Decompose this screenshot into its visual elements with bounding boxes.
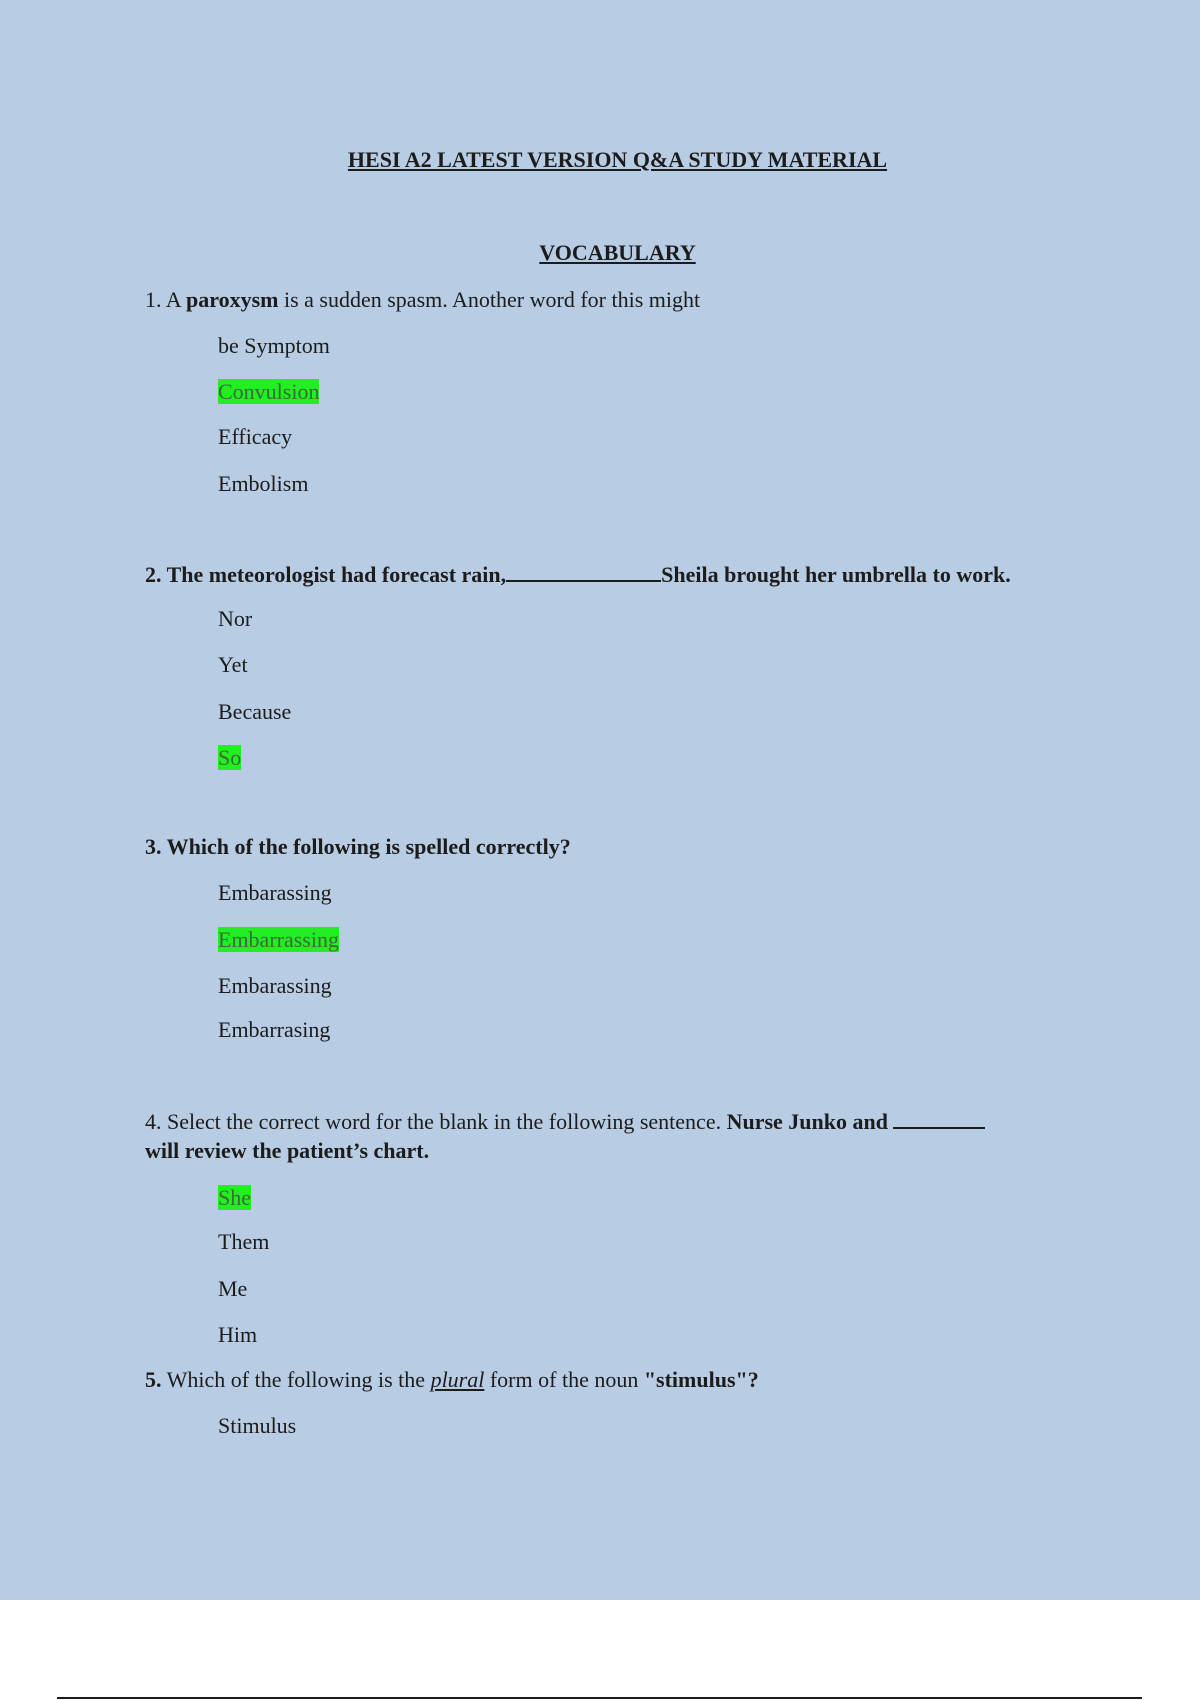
question-text-mid: form of the noun bbox=[484, 1367, 644, 1392]
question-2 bbox=[145, 560, 1011, 589]
answer-option[interactable]: Stimulus bbox=[218, 1413, 297, 1438]
answer-blank bbox=[893, 1107, 985, 1129]
section-heading: VOCABULARY bbox=[539, 240, 696, 265]
question-4-line-2: will review the patient’s chart. bbox=[145, 1138, 430, 1163]
answer-option[interactable]: Embarassing bbox=[218, 880, 332, 905]
answer-option-correct[interactable] bbox=[218, 378, 319, 406]
question-1 bbox=[145, 286, 700, 314]
question-text-post: Sheila brought her umbrella to work. bbox=[661, 562, 1011, 587]
correct-answer-highlight: So bbox=[218, 745, 242, 770]
question-text-pre: A bbox=[165, 287, 186, 312]
answer-option-correct[interactable] bbox=[218, 926, 339, 954]
answer-blank bbox=[506, 560, 661, 582]
answer-option[interactable]: be Symptom bbox=[218, 333, 330, 358]
question-number: 2. bbox=[145, 562, 162, 587]
question-4 bbox=[145, 1107, 985, 1136]
answer-option-correct[interactable] bbox=[218, 744, 241, 772]
question-text-pre: Select the correct word for the blank in the following sentence. bbox=[167, 1109, 727, 1134]
answer-option[interactable]: Nor bbox=[218, 606, 253, 631]
question-number: 5. bbox=[145, 1367, 162, 1392]
answer-option[interactable]: Efficacy bbox=[218, 424, 293, 449]
correct-answer-highlight: Convulsion bbox=[218, 379, 320, 404]
question-keyword: Nurse Junko and bbox=[726, 1109, 888, 1134]
answer-option[interactable]: Them bbox=[218, 1229, 270, 1254]
question-3 bbox=[145, 833, 571, 861]
question-text: Which of the following is spelled correctly? bbox=[166, 834, 571, 859]
answer-option[interactable]: Embarassing bbox=[218, 973, 332, 998]
answer-option[interactable]: Because bbox=[218, 699, 292, 724]
question-keyword: "stimulus"? bbox=[643, 1367, 759, 1392]
answer-option[interactable]: Yet bbox=[218, 652, 248, 677]
answer-option[interactable]: Embolism bbox=[218, 471, 309, 496]
question-text-pre: Which of the following is the bbox=[166, 1367, 431, 1392]
question-number: 4. bbox=[145, 1109, 162, 1134]
document-title: HESI A2 LATEST VERSION Q&A STUDY MATERIAL bbox=[347, 147, 888, 172]
answer-option[interactable]: Embarrasing bbox=[218, 1017, 331, 1042]
question-text-pre: The meteorologist had forecast rain, bbox=[166, 562, 507, 587]
question-emphasis: plural bbox=[430, 1367, 485, 1392]
answer-option[interactable]: Him bbox=[218, 1322, 258, 1347]
correct-answer-highlight: She bbox=[218, 1185, 251, 1210]
footer-rule bbox=[57, 1697, 1142, 1699]
answer-option-correct[interactable] bbox=[218, 1184, 251, 1212]
question-text-post: is a sudden spasm. Another word for this might bbox=[278, 287, 701, 312]
question-number: 3. bbox=[145, 834, 162, 859]
correct-answer-highlight: Embarrassing bbox=[218, 927, 339, 952]
answer-option[interactable]: Me bbox=[218, 1276, 248, 1301]
question-keyword: paroxysm bbox=[185, 287, 279, 312]
question-5 bbox=[145, 1366, 759, 1394]
question-number: 1. bbox=[145, 287, 162, 312]
